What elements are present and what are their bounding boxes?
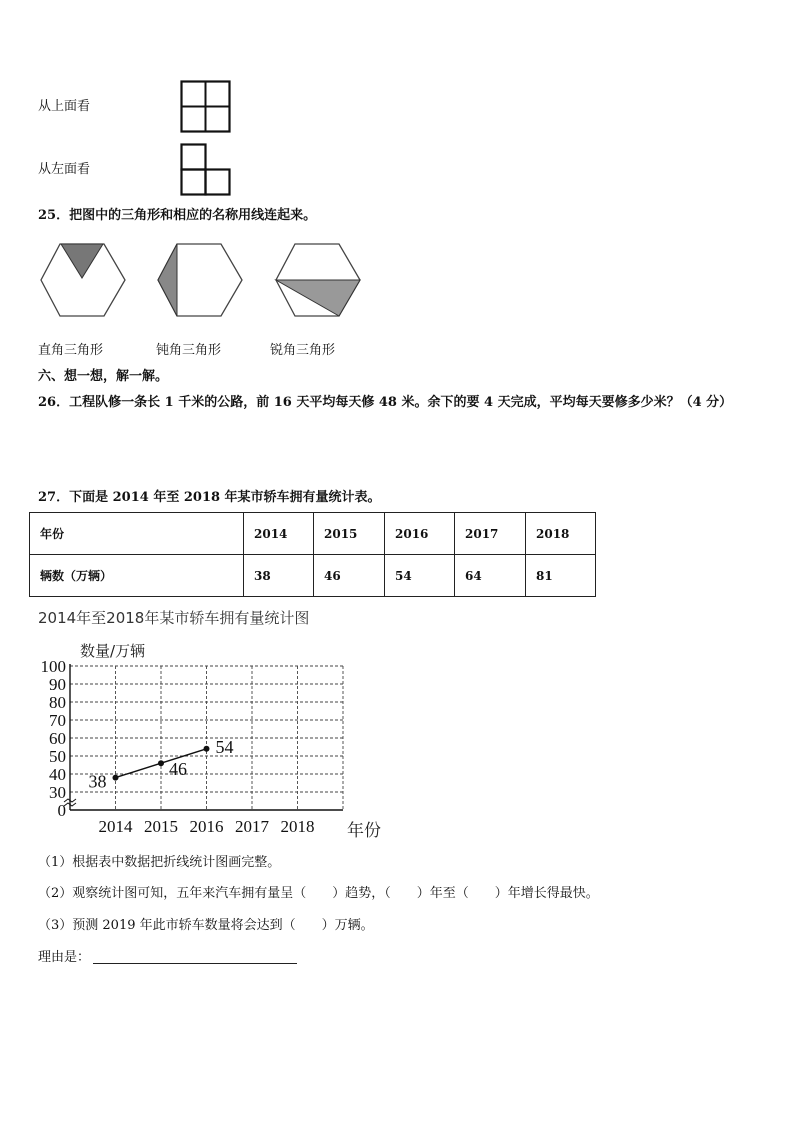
- x-tick-label: 2015: [144, 817, 178, 836]
- data-label: 46: [169, 759, 187, 780]
- data-point: [113, 775, 119, 781]
- reason-answer-line[interactable]: [93, 963, 297, 964]
- statistics-table: [29, 512, 596, 597]
- table-cell-year: 2017: [455, 513, 526, 555]
- table-cell-count: 64: [455, 555, 526, 597]
- table-cell-count: 46: [314, 555, 385, 597]
- chart-y-axis-label: 数量/万辆: [80, 642, 146, 660]
- table-cell-year: 2018: [526, 513, 596, 555]
- table-cell-year: 2015: [314, 513, 385, 555]
- table-cell-year: 2014: [244, 513, 314, 555]
- x-tick-label: 2018: [280, 817, 315, 836]
- x-tick-label: 2016: [189, 817, 224, 836]
- y-tick-label: 80: [49, 693, 66, 712]
- table-cell-count: 38: [244, 555, 314, 597]
- data-label: 54: [215, 736, 234, 757]
- y-tick-label: 90: [49, 675, 66, 694]
- q25-title: 25．把图中的三角形和相应的名称用线连起来。: [38, 208, 317, 223]
- x-axis-title: 年份: [347, 821, 381, 841]
- triangle-name-right: 直角三角形: [38, 343, 104, 358]
- table-row-count: [30, 555, 596, 597]
- top-view-figure: [180, 80, 232, 134]
- data-point: [158, 760, 164, 766]
- table-cell-count: 81: [526, 555, 596, 597]
- reason-label: 理由是：: [38, 950, 91, 965]
- q26-text: 26．工程队修一条长 1 千米的公路，前 16 天平均每天修 48 米。余下的要 4 天完成，平均每天要修多少米？（4 分）: [38, 395, 733, 410]
- line-chart: [0, 655, 400, 845]
- table-header-count: 辆数（万辆）: [30, 555, 244, 597]
- data-label: 38: [88, 771, 107, 792]
- top-view-label: 从上面看: [38, 99, 91, 114]
- x-tick-label: 2014: [98, 817, 133, 836]
- triangle-name-obtuse: 钝角三角形: [156, 343, 222, 358]
- chart-title: 2014年至2018年某市轿车拥有量统计图: [38, 609, 310, 627]
- y-tick-label: 60: [49, 729, 66, 748]
- q27-sub2: （2）观察统计图可知，五年来汽车拥有量呈（ ）趋势，（ ）年至（ ）年增长得最快。: [38, 886, 599, 901]
- q27-sub1: （1）根据表中数据把折线统计图画完整。: [38, 855, 281, 870]
- q27-title: 27．下面是 2014 年至 2018 年某市轿车拥有量统计表。: [38, 490, 381, 505]
- x-tick-label: 2017: [235, 817, 269, 836]
- hexagon-figure-2: [156, 242, 244, 318]
- left-view-figure: [180, 143, 232, 197]
- y-tick-label: 30: [49, 783, 66, 802]
- y-tick-label: 70: [49, 711, 66, 730]
- data-point: [204, 746, 210, 752]
- triangle-name-acute: 锐角三角形: [270, 343, 336, 358]
- table-header-year: 年份: [30, 513, 244, 555]
- left-view-label: 从左面看: [38, 162, 91, 177]
- y-tick-label: 100: [40, 657, 66, 676]
- hexagon-figure-1: [39, 242, 127, 318]
- y-tick-label: 0: [57, 801, 66, 820]
- section-6-title: 六、想一想，解一解。: [38, 369, 169, 384]
- table-cell-year: 2016: [385, 513, 455, 555]
- y-tick-label: 40: [49, 765, 66, 784]
- hexagon-figure-3: [274, 242, 362, 318]
- table-cell-count: 54: [385, 555, 455, 597]
- table-row-year: [30, 513, 596, 555]
- y-tick-label: 50: [49, 747, 66, 766]
- q27-sub3: （3）预测 2019 年此市轿车数量将会达到（ ）万辆。: [38, 918, 374, 933]
